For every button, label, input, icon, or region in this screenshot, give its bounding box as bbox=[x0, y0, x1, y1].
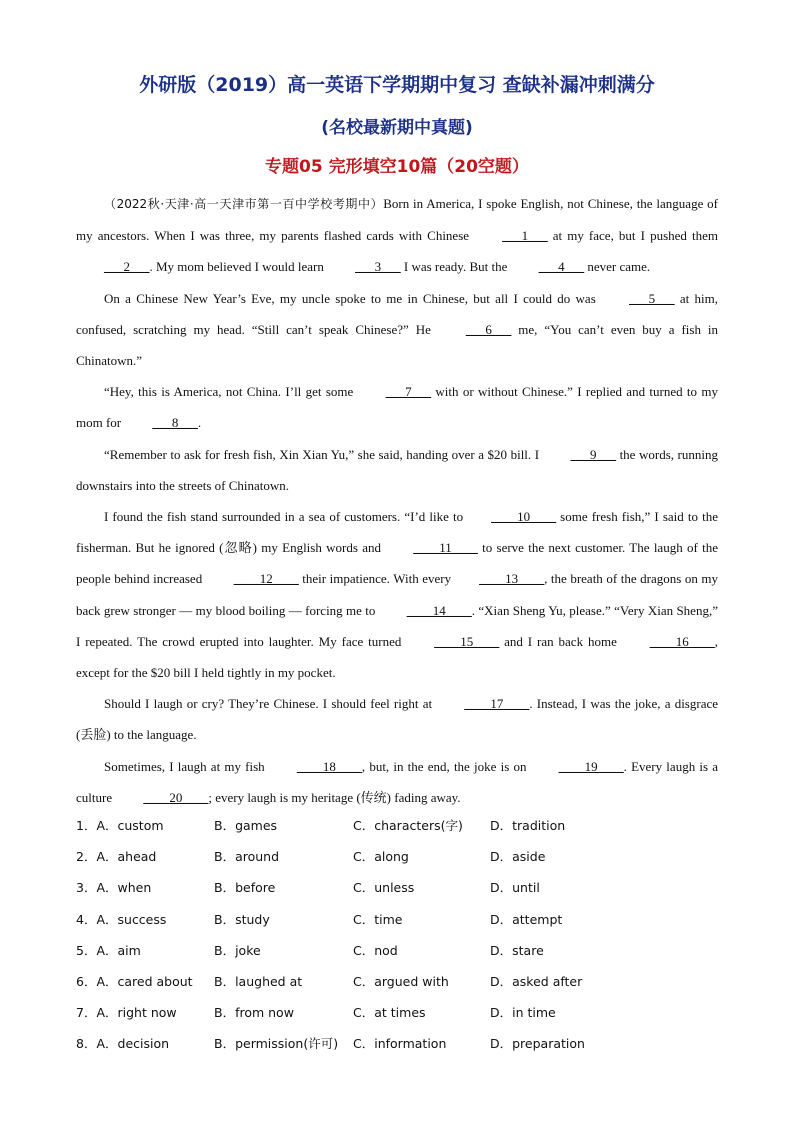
topic-heading: 专题05 完形填空10篇（20空题） bbox=[265, 157, 529, 177]
blank-19: ____19____ bbox=[558, 758, 624, 774]
option-a: 3．A．when bbox=[76, 880, 152, 896]
option-b: B．from now bbox=[214, 1005, 294, 1021]
blank-4: ___4___ bbox=[538, 259, 585, 275]
text-run: Sometimes, I laugh at my fish bbox=[104, 758, 269, 774]
option-a: 4．A．success bbox=[76, 911, 167, 927]
option-a: 7．A．right now bbox=[76, 1005, 177, 1021]
text-run: Should I laugh or cry? They’re Chinese. I should feel right at bbox=[104, 696, 437, 712]
option-d: D．preparation bbox=[490, 1036, 585, 1052]
text-run: with or without Chinese.” I replied and turned to my mom for bbox=[76, 384, 718, 431]
text-run: . bbox=[197, 415, 202, 431]
question-8-options bbox=[76, 1028, 736, 1059]
cloze-passage bbox=[76, 188, 718, 813]
blank-15: ____15____ bbox=[434, 633, 500, 649]
page-title: 外研版（2019）高一英语下学期期中复习 查缺补漏冲刺满分 bbox=[139, 74, 655, 96]
option-c: C．characters(字) bbox=[353, 818, 463, 833]
option-a: 6．A．cared about bbox=[76, 973, 193, 989]
paragraph-4 bbox=[76, 439, 718, 501]
blank-6: ___6___ bbox=[465, 321, 512, 337]
text-run: “Hey, this is America, not China. I’ll get some bbox=[104, 384, 358, 400]
blank-5: ___5___ bbox=[629, 290, 675, 306]
paragraph-3 bbox=[76, 376, 718, 438]
option-b: B．permission(许可) bbox=[214, 1036, 339, 1052]
text-run: to serve the next customer. The laugh of the people behind increased bbox=[76, 540, 718, 587]
text-run: . Every laugh is a culture bbox=[76, 758, 719, 805]
option-a: 1．A．custom bbox=[76, 818, 164, 833]
text-run: and I ran back home bbox=[499, 633, 622, 649]
blank-14: ____14____ bbox=[406, 602, 472, 618]
option-d: D．tradition bbox=[490, 818, 566, 833]
text-run: at him, confused, scratching my head. “Still can’t speak Chinese?” He bbox=[76, 290, 718, 337]
option-d: D．stare bbox=[490, 942, 544, 958]
blank-10: ____10____ bbox=[491, 509, 557, 525]
text-run: their impatience. With every bbox=[298, 571, 452, 587]
option-b: B．games bbox=[214, 818, 278, 833]
option-c: C．along bbox=[353, 849, 409, 865]
text-run: never came. bbox=[584, 259, 651, 275]
paragraph-6 bbox=[76, 688, 718, 750]
option-b: B．study bbox=[214, 911, 270, 927]
text-run: , except for the $20 bill I held tightly in my pocket. bbox=[76, 633, 718, 681]
option-c: C．argued with bbox=[353, 973, 449, 989]
text-run: me, “You can’t even buy a fish in Chinatown.” bbox=[76, 321, 718, 369]
text-run: I found the fish stand surrounded in a sea of customers. “I’d like to bbox=[104, 509, 464, 525]
answer-options bbox=[76, 810, 736, 1060]
text-run: ; every laugh is my heritage (传统) fading away. bbox=[208, 789, 461, 805]
option-d: D．until bbox=[490, 880, 540, 896]
option-c: C．time bbox=[353, 911, 403, 927]
blank-17: ____17____ bbox=[464, 696, 530, 712]
text-run: some fresh fish,” I said to the fisherman. But he ignored (忽略) my English words and bbox=[76, 509, 718, 556]
question-3-options bbox=[76, 872, 736, 903]
option-a: 2．A．ahead bbox=[76, 849, 157, 865]
blank-20: ____20____ bbox=[143, 789, 209, 805]
blank-11: ____11____ bbox=[413, 540, 478, 556]
text-run: Born in America, I spoke English, not Chinese, the language of my ancestors. When I was three, my parents flashed cards with Chinese bbox=[76, 196, 719, 244]
paragraph-7 bbox=[76, 751, 718, 813]
question-7-options bbox=[76, 997, 736, 1028]
text-run: at my face, but I pushed them bbox=[547, 228, 718, 244]
blank-1: ___1___ bbox=[502, 228, 548, 244]
paragraph-2 bbox=[76, 283, 718, 377]
blank-2: ___2___ bbox=[104, 259, 150, 275]
blank-8: ___8___ bbox=[152, 415, 198, 431]
option-d: D．attempt bbox=[490, 911, 563, 927]
option-a: 8．A．decision bbox=[76, 1036, 170, 1052]
option-c: C．nod bbox=[353, 942, 398, 958]
text-run: the words, running downstairs into the streets of Chinatown. bbox=[76, 446, 718, 493]
text-run: . My mom believed I would learn bbox=[149, 259, 328, 275]
blank-12: ____12____ bbox=[233, 571, 299, 587]
blank-7: ___7___ bbox=[385, 384, 432, 400]
question-1-options bbox=[76, 810, 736, 841]
option-c: C．unless bbox=[353, 880, 415, 896]
text-run: , but, in the end, the joke is on bbox=[361, 758, 531, 774]
option-d: D．aside bbox=[490, 849, 546, 865]
option-a: 5．A．aim bbox=[76, 942, 141, 958]
option-c: C．information bbox=[353, 1036, 447, 1052]
blank-13: ____13____ bbox=[479, 571, 545, 587]
option-b: B．before bbox=[214, 880, 276, 896]
option-b: B．around bbox=[214, 849, 280, 865]
paragraph-1 bbox=[76, 188, 718, 283]
text-run: I was ready. But the bbox=[400, 259, 511, 275]
question-4-options bbox=[76, 904, 736, 935]
question-2-options bbox=[76, 841, 736, 872]
option-d: D．asked after bbox=[490, 973, 583, 989]
text-run: . “Xian Sheng Yu, please.” “Very Xian Sheng,” I repeated. The crowd erupted into laughter. My face turned bbox=[76, 602, 718, 649]
option-b: B．laughed at bbox=[214, 973, 303, 989]
text-run: . Instead, I was the joke, a disgrace (丢脸) to the language. bbox=[76, 696, 719, 743]
paragraph-5 bbox=[76, 501, 718, 688]
source-note: （2022秋·天津·高一天津市第一百中学校考期中） bbox=[104, 197, 384, 211]
option-d: D．in time bbox=[490, 1005, 556, 1021]
blank-3: ___3___ bbox=[355, 259, 401, 275]
blank-18: ____18____ bbox=[296, 758, 362, 774]
question-5-options bbox=[76, 935, 736, 966]
blank-9: ___9___ bbox=[570, 446, 617, 462]
text-run: On a Chinese New Year’s Eve, my uncle spoke to me in Chinese, but all I could do was bbox=[104, 290, 602, 306]
question-6-options bbox=[76, 966, 736, 997]
option-c: C．at times bbox=[353, 1005, 426, 1021]
text-run: “Remember to ask for fresh fish, Xin Xian Yu,” she said, handing over a $20 bill. I bbox=[104, 446, 543, 462]
text-run: , the breath of the dragons on my back grew stronger — my blood boiling — forcing me to bbox=[76, 571, 718, 618]
blank-16: ____16____ bbox=[649, 633, 715, 649]
option-b: B．joke bbox=[214, 942, 261, 958]
page-subtitle: (名校最新期中真题) bbox=[321, 118, 473, 138]
